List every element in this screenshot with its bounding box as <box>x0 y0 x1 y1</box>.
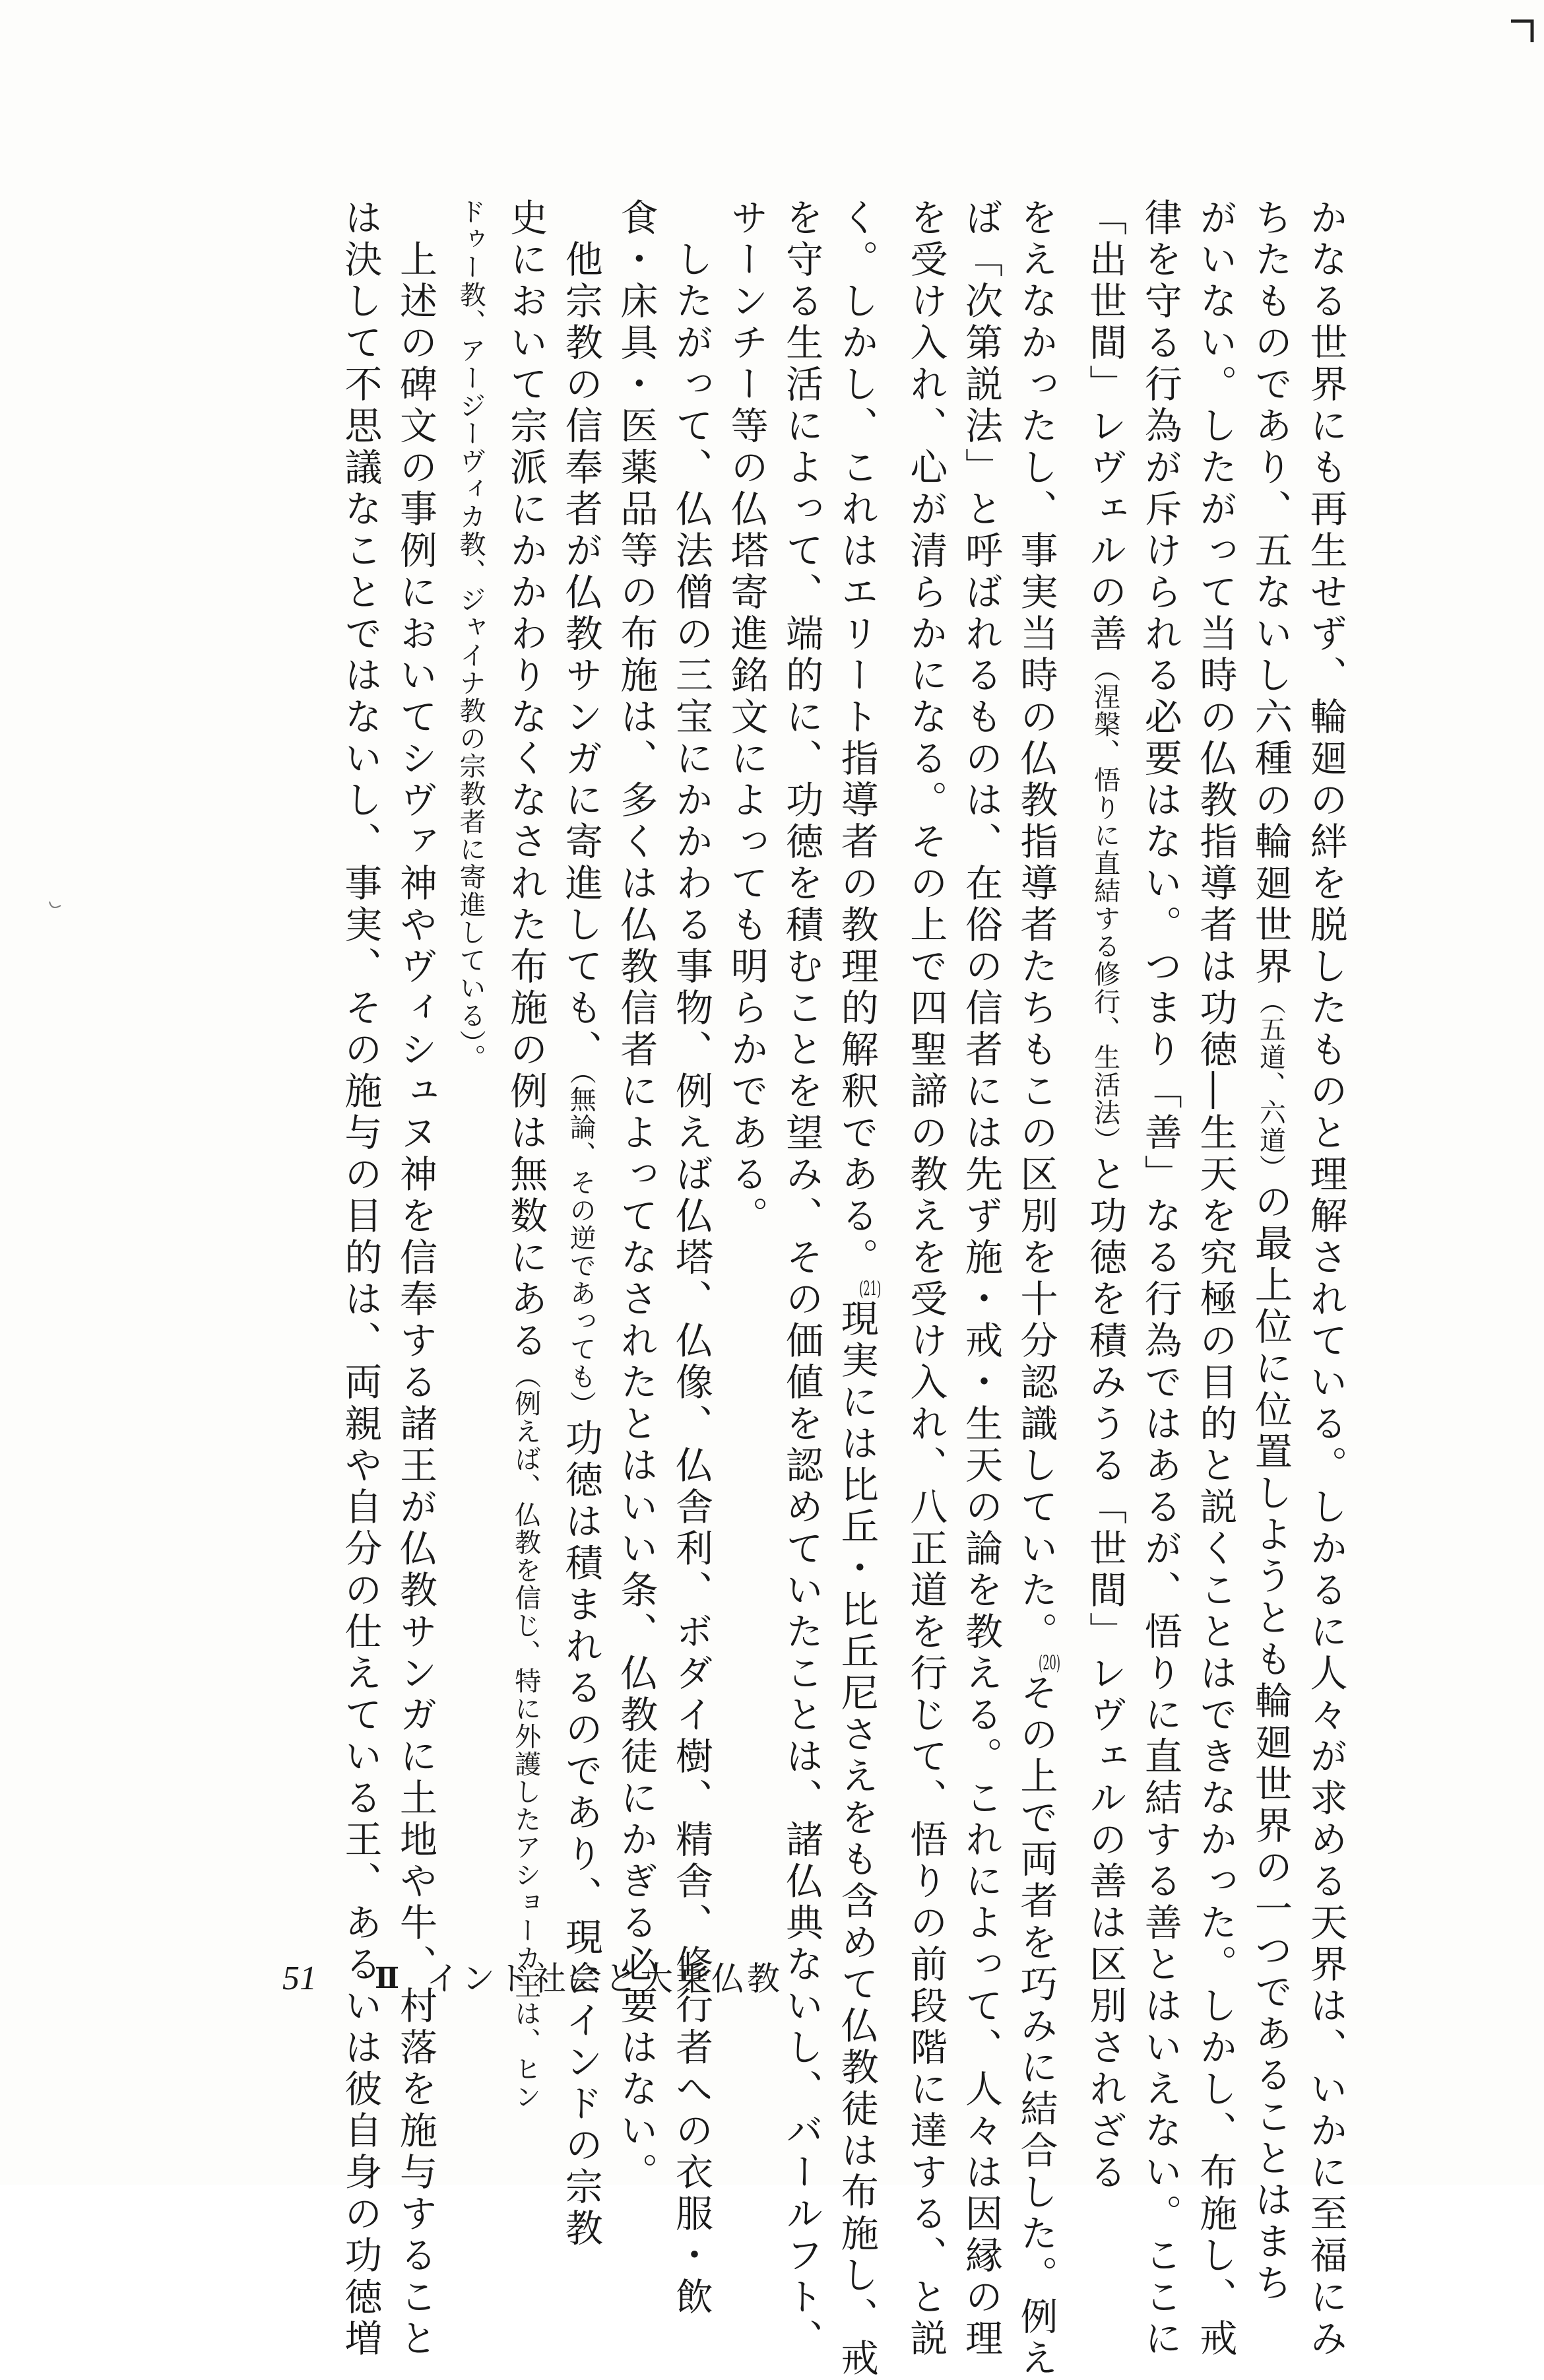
text-column <box>718 198 773 1901</box>
text-run: 功徳は積まれるのであり、現にインドの宗教 <box>559 1418 603 2250</box>
text-column <box>1008 198 1077 2380</box>
text-run: 現実には比丘・比丘尼さえをも含めて仏教徒は布施し、戒 <box>835 1299 879 2380</box>
text-run: その上で両者を巧みに結合した。例え <box>1014 1673 1058 2380</box>
text-run: 史において宗派にかかわりなくなされた布施の例は無数にある <box>503 198 548 1362</box>
text-run: 律を守る行為が斥けられる必要はない。つまり「善」なる行為ではあるが、悟りに直結する善とはいえない。ここに <box>1138 198 1182 2360</box>
text-column <box>1132 198 1188 2360</box>
page-number: 51 <box>282 1960 317 1997</box>
text-run: ちたものであり、五ないし六種の輪廻世界 <box>1248 198 1293 988</box>
parenthetical-note: （五道、六道） <box>1255 988 1286 1182</box>
text-run: 上述の碑文の事例においてシヴァ神やヴィシュヌ神を信奉する諸王が仏教サンガに土地や牛、村落を施与すること <box>393 198 437 2360</box>
text-column <box>1242 198 1298 2305</box>
text-column <box>1187 198 1242 2360</box>
footnote-ref: (20) <box>1039 1653 1061 1673</box>
text-column <box>829 198 898 2380</box>
text-run: 他宗教の信奉者が仏教サンガに寄進しても、 <box>559 198 603 1071</box>
text-column <box>953 198 1008 2360</box>
text-run: したがって、仏法僧の三宝にかかわる事物、例えば仏塔、仏像、仏舎利、ボダイ樹、精舎、修行者への衣服・飲 <box>669 198 713 2319</box>
text-run: かなる世界にも再生せず、輪廻の絆を脱したものと理解されている。しかるに人々が求める天界は、いかに至福にみ <box>1304 198 1347 2360</box>
part-number: Ⅱ <box>375 1962 400 1995</box>
text-column <box>897 198 953 2360</box>
text-column <box>332 198 387 2360</box>
text-run: を守る生活によって、端的に、功徳を積むことを望み、その価値を認めていたことは、諸仏典ないし、バールフト、 <box>779 198 823 2360</box>
text-run: をえなかったし、事実当時の仏教指導者たちもこの区別を十分認識していた。 <box>1014 198 1058 1653</box>
text-run: がいない。したがって当時の仏教指導者は功徳―生天を究極の目的と説くことはできなかった。しかし、布施し、戒 <box>1193 198 1237 2360</box>
text-column <box>773 198 829 2360</box>
text-column <box>498 198 553 2111</box>
text-run: ば「次第説法」と呼ばれるものは、在俗の信者には先ず施・戒・生天の論を教える。これによって、人々は因縁の理 <box>959 198 1003 2360</box>
text-run: を受け入れ、心が清らかになる。その上で四聖諦の教えを受け入れ、八正道を行じて、悟りの前段階に達する、と説 <box>903 198 948 2360</box>
text-column <box>553 198 608 2250</box>
text-column <box>1077 198 1132 2194</box>
running-title: インド社会と大乗仏教 <box>426 1960 783 1998</box>
text-column <box>443 198 498 1901</box>
parenthetical-note: （例えば、仏教を信じ、特に外護したアショーカ王は、ヒン <box>510 1362 541 2111</box>
page-footer <box>0 1952 1544 2005</box>
corner-crop-mark <box>1510 17 1536 44</box>
text-column <box>663 198 719 2319</box>
text-run: サーンチー等の仏塔寄進銘文によっても明らかである。 <box>724 198 769 1238</box>
parenthetical-note: （涅槃、悟りに直結する修行、生活法） <box>1089 655 1120 1154</box>
text-column <box>1297 198 1353 2360</box>
text-run: く。しかし、これはエリート指導者の教理的解釈である。 <box>835 198 879 1279</box>
text-run: と功徳を積みうる「世間」レヴェルの善は区別されざる <box>1083 1154 1127 2194</box>
parenthetical-note: ドゥー教、アージーヴィカ教、ジャイナ教の宗教者に寄進している）。 <box>455 198 486 1072</box>
footnote-ref: (21) <box>859 1279 882 1299</box>
text-column <box>608 198 663 2194</box>
text-run: 「出世間」レヴェルの善 <box>1083 198 1127 655</box>
text-run: 食・床具・医薬品等の布施は、多くは仏教信者によってなされたとはいい条、仏教徒にかぎる必要はない。 <box>614 198 658 2194</box>
text-run: の最上位に位置しようとも輪廻世界の一つであることはまち <box>1248 1182 1293 2305</box>
parenthetical-note: （無論、その逆であっても） <box>565 1071 596 1418</box>
margin-pencil-mark <box>46 896 66 916</box>
text-run: は決して不思議なことではないし、事実、その施与の目的は、両親や自分の仕えている王、あるいは彼自身の功徳増 <box>338 198 382 2360</box>
